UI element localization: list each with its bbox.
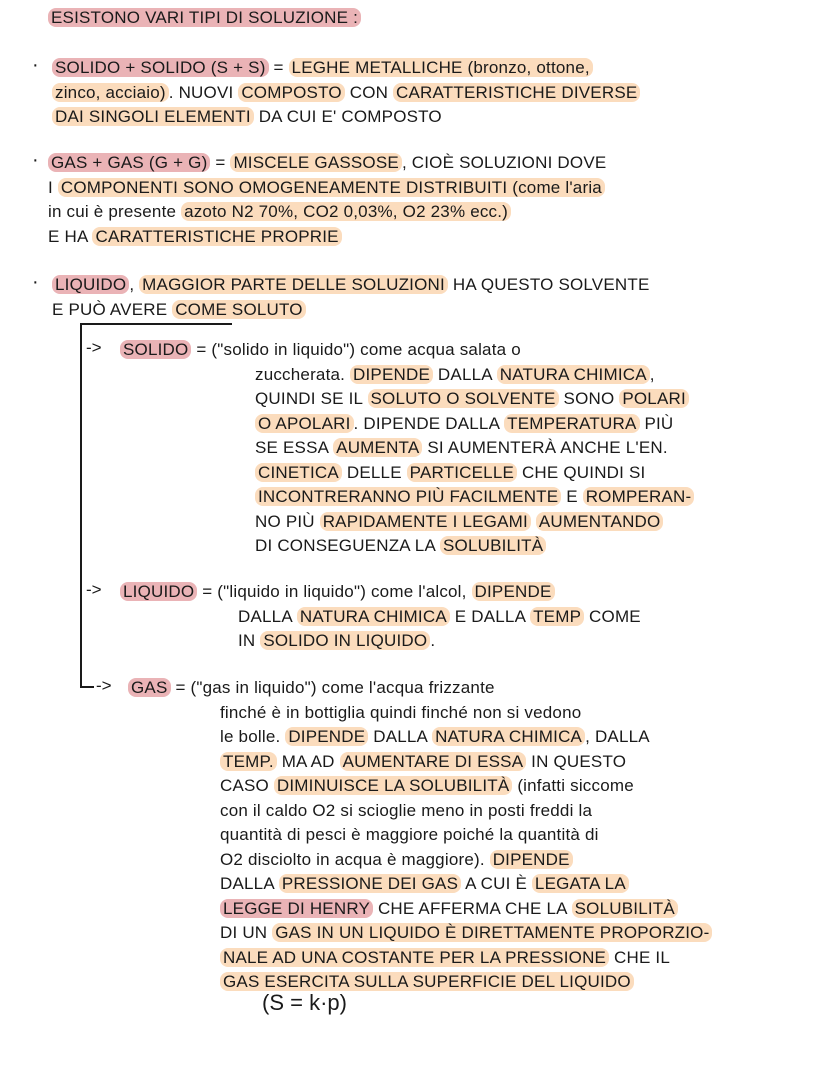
text-segment: SE ESSA: [255, 438, 334, 457]
text-line: [52, 56, 640, 81]
highlight-pink: GAS: [128, 678, 171, 697]
highlight-orange: LEGATA LA: [532, 874, 629, 893]
highlight-orange: DIPENDE: [350, 365, 433, 384]
highlight-orange: GAS IN UN LIQUIDO È DIRETTAMENTE PROPORZIO-: [272, 923, 712, 942]
text-line: [120, 629, 641, 654]
text-line: [120, 485, 694, 510]
text-segment: DALLA: [220, 874, 279, 893]
text-segment: DI UN: [220, 923, 273, 942]
text-line: [120, 534, 694, 559]
highlight-orange: PRESSIONE DEI GAS: [279, 874, 461, 893]
highlight-orange: O APOLARI: [255, 414, 354, 433]
text-segment: CASO: [220, 776, 274, 795]
section-gas-gas: [48, 151, 606, 249]
text-segment: MA AD: [276, 751, 340, 771]
text-line: [128, 823, 712, 848]
highlight-pink: ESISTONO VARI TIPI DI SOLUZIONE :: [48, 8, 361, 27]
highlight-pink: LIQUIDO: [120, 582, 197, 601]
text-segment: finché è in bottiglia quindi finché non si vedono: [220, 702, 582, 722]
page-title: [48, 6, 361, 31]
highlight-orange: DIPENDE: [285, 727, 368, 746]
text-line: [128, 676, 712, 701]
highlight-orange: TEMP: [530, 607, 584, 626]
highlight-pink: SOLIDO + SOLIDO (S + S): [52, 58, 269, 77]
highlight-orange: TEMP.: [220, 752, 277, 771]
highlight-orange: CINETICA: [255, 463, 342, 482]
highlight-orange: azoto N2 70%, CO2 0,03%, O2 23% ecc.): [181, 202, 511, 221]
highlight-orange: GAS ESERCITA SULLA SUPERFICIE DEL LIQUIDO: [220, 972, 634, 991]
text-segment: E HA: [48, 226, 93, 246]
text-segment: A CUI È: [461, 874, 532, 893]
text-segment: ,: [129, 275, 140, 294]
text-segment: DALLA: [238, 606, 297, 626]
text-segment: = ("liquido in liquido") come l'alcol,: [197, 582, 472, 601]
text-segment: CHE AFFERMA CHE LA: [373, 898, 572, 918]
section-solido-in-liquido: [120, 338, 694, 559]
text-line: [128, 848, 712, 873]
highlight-orange: COME SOLUTO: [172, 300, 306, 319]
highlight-orange: SOLUBILITÀ: [572, 899, 678, 918]
highlight-pink: LIQUIDO: [52, 275, 129, 294]
highlight-orange: MISCELE GASSOSE: [230, 153, 402, 172]
highlight-orange: NALE AD UNA COSTANTE PER LA PRESSIONE: [220, 948, 609, 967]
section-solido-solido: [52, 56, 640, 130]
highlight-orange: DIPENDE: [490, 850, 573, 869]
text-line: [52, 105, 640, 130]
text-segment: =: [268, 58, 289, 77]
tree-top-line: [80, 323, 232, 325]
text-segment: E DALLA: [449, 606, 531, 626]
text-line: [120, 338, 694, 363]
text-line: [120, 605, 641, 630]
text-segment: SONO: [558, 389, 620, 408]
highlight-orange: DIPENDE: [472, 582, 555, 601]
text-segment: COME: [584, 606, 641, 626]
text-line: [128, 774, 712, 799]
text-segment: con il caldo O2 si scioglie meno in posti freddi la: [220, 800, 593, 820]
highlight-orange: CARATTERISTICHE PROPRIE: [92, 227, 341, 246]
text-segment: I: [48, 177, 58, 197]
text-segment: .: [430, 631, 436, 650]
highlight-orange: SOLUBILITÀ: [440, 536, 546, 555]
highlight-orange: TEMPERATURA: [504, 414, 639, 433]
text-segment: (infatti siccome: [512, 776, 634, 795]
highlight-pink: LEGGE DI HENRY: [220, 899, 373, 918]
text-line: [48, 151, 606, 176]
text-segment: = ("gas in liquido") come l'acqua frizzante: [170, 678, 495, 697]
text-segment: SI AUMENTERÀ ANCHE L'EN.: [422, 438, 668, 457]
text-segment: quantità di pesci è maggiore poiché la quantità di: [220, 825, 599, 844]
tree-vertical-line: [80, 324, 82, 688]
text-segment: DA CUI E' COMPOSTO: [253, 107, 442, 126]
text-segment: HA QUESTO SOLVENTE: [447, 275, 650, 294]
text-line: [52, 273, 649, 298]
highlight-orange: AUMENTANDO: [536, 512, 664, 531]
text-segment: DELLE: [341, 462, 407, 482]
text-line: [128, 725, 712, 750]
highlight-orange: PARTICELLE: [407, 463, 517, 482]
text-line: [120, 387, 694, 412]
text-line: [128, 799, 712, 824]
text-segment: zuccherata.: [255, 364, 351, 384]
arrow-icon: ->: [86, 580, 102, 599]
arrow-icon: ->: [86, 338, 102, 357]
highlight-orange: zinco, acciaio): [52, 83, 169, 102]
text-line: [128, 946, 712, 971]
text-segment: E PUÒ AVERE: [52, 299, 173, 319]
text-segment: , DALLA: [585, 727, 650, 746]
highlight-orange: RAPIDAMENTE I LEGAMI: [320, 512, 531, 531]
text-segment: = ("solido in liquido") come acqua salata o: [191, 340, 521, 359]
text-segment: DALLA: [433, 364, 497, 384]
text-segment: ,: [649, 364, 655, 384]
text-segment: =: [210, 153, 231, 172]
text-line: [52, 298, 649, 323]
text-line: [128, 970, 712, 995]
text-line: [48, 225, 606, 250]
bullet-gas-gas: ·: [32, 149, 39, 171]
text-line: [52, 81, 640, 106]
text-segment: PIÙ: [639, 413, 674, 433]
text-segment: O2 disciolto in acqua è maggiore).: [220, 849, 490, 869]
text-line: [120, 412, 694, 437]
highlight-orange: DAI SINGOLI ELEMENTI: [52, 107, 254, 126]
text-segment: , CIOÈ SOLUZIONI DOVE: [401, 153, 607, 172]
highlight-orange: POLARI: [619, 389, 689, 408]
text-segment: E: [561, 487, 583, 506]
text-line: [128, 897, 712, 922]
highlight-orange: DIMINUISCE LA SOLUBILITÀ: [274, 776, 512, 795]
highlight-orange: COMPONENTI SONO OMOGENEAMENTE DISTRIBUITI (come l'aria: [58, 178, 605, 197]
text-line: [120, 436, 694, 461]
highlight-orange: CARATTERISTICHE DIVERSE: [393, 83, 640, 102]
text-segment: CHE QUINDI SI: [517, 462, 646, 482]
text-line: [48, 200, 606, 225]
tree-corner-line: [80, 686, 94, 688]
arrow-icon: ->: [96, 676, 112, 695]
text-line: [48, 176, 606, 201]
text-line: [120, 461, 694, 486]
text-line: [48, 6, 361, 31]
bullet-solido-solido: ·: [32, 54, 39, 76]
text-segment: QUINDI SE IL: [255, 389, 368, 408]
bullet-liquido: ·: [32, 271, 39, 293]
highlight-orange: AUMENTA: [333, 438, 422, 457]
text-segment: IN QUESTO: [526, 751, 627, 771]
highlight-pink: GAS + GAS (G + G): [48, 153, 210, 172]
text-segment: in cui è presente: [48, 202, 182, 221]
highlight-pink: SOLIDO: [120, 340, 191, 359]
section-gas-in-liquido: [128, 676, 712, 995]
henry-formula: (S = k·p): [262, 990, 347, 1015]
text-line: [120, 363, 694, 388]
text-line: [128, 872, 712, 897]
section-liquido-in-liquido: [120, 580, 641, 654]
highlight-orange: LEGHE METALLICHE (bronzo, ottone,: [289, 58, 593, 77]
text-segment: . NUOVI: [168, 82, 239, 102]
highlight-orange: INCONTRERANNO PIÙ FACILMENTE: [255, 487, 561, 506]
text-segment: CHE IL: [609, 947, 671, 967]
highlight-orange: SOLUTO O SOLVENTE: [368, 389, 559, 408]
text-segment: DALLA: [368, 727, 433, 746]
text-line: [128, 921, 712, 946]
highlight-orange: ROMPERAN-: [583, 487, 695, 506]
text-line: [128, 750, 712, 775]
highlight-orange: AUMENTARE DI ESSA: [340, 752, 527, 771]
text-segment: DI CONSEGUENZA LA: [255, 536, 440, 555]
highlight-orange: SOLIDO IN LIQUIDO: [260, 631, 430, 650]
highlight-orange: MAGGIOR PARTE DELLE SOLUZIONI: [139, 275, 448, 294]
highlight-orange: COMPOSTO: [238, 83, 344, 102]
text-line: [120, 580, 641, 605]
text-segment: IN: [238, 631, 261, 650]
highlight-orange: NATURA CHIMICA: [297, 607, 450, 626]
text-segment: NO PIÙ: [255, 511, 320, 531]
text-segment: le bolle.: [220, 727, 286, 746]
text-line: [128, 701, 712, 726]
text-segment: CON: [344, 82, 394, 102]
highlight-orange: NATURA CHIMICA: [497, 365, 650, 384]
highlight-orange: NATURA CHIMICA: [432, 727, 585, 746]
section-liquido-intro: [52, 273, 649, 322]
text-line: [120, 510, 694, 535]
text-segment: . DIPENDE DALLA: [353, 413, 505, 433]
